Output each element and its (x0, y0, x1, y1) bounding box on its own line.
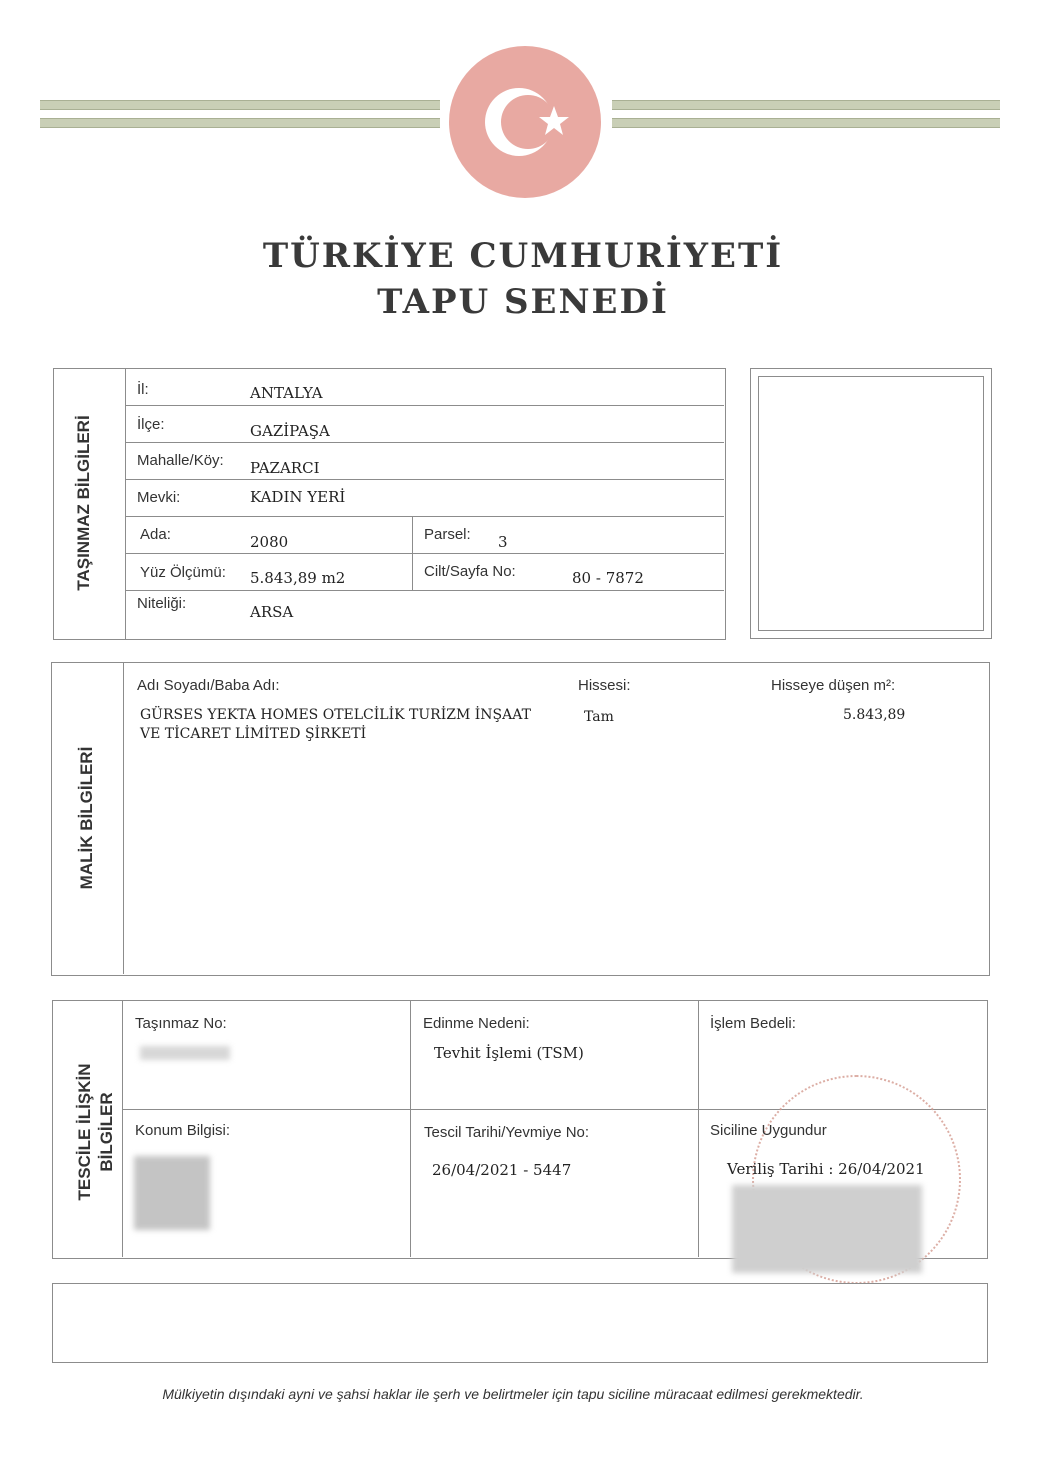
yuzolcumu-label: Yüz Ölçümü: (140, 564, 226, 581)
il-value: ANTALYA (250, 384, 323, 402)
edinme-nedeni-value: Tevhit İşlemi (TSM) (434, 1044, 584, 1062)
photo-box-inner (758, 376, 984, 631)
crescent-star-emblem (449, 46, 601, 198)
tescil-tarihi-value: 26/04/2021 - 5447 (432, 1161, 572, 1179)
row-divider (126, 516, 724, 517)
owner-name-line1: GÜRSES YEKTA HOMES OTELCİLİK TURİZM İNŞAAT (140, 707, 531, 723)
column-divider (698, 1000, 699, 1257)
parsel-value: 3 (498, 533, 508, 551)
konum-bilgisi-label: Konum Bilgisi: (135, 1122, 231, 1139)
ada-value: 2080 (250, 533, 289, 551)
property-section-heading: TAŞINMAZ BİLGİLERİ (74, 415, 93, 591)
ilce-label: İlçe: (137, 416, 165, 433)
row-divider (126, 590, 724, 591)
annotations-box (52, 1283, 988, 1363)
yuzolcumu-value: 5.843,89 m2 (250, 569, 346, 587)
edinme-nedeni-label: Edinme Nedeni: (423, 1015, 530, 1032)
registry-section-heading-line2: BİLGİLER (97, 1092, 116, 1172)
tasinmaz-no-label: Taşınmaz No: (135, 1015, 227, 1032)
niteligi-label: Niteliği: (137, 595, 187, 612)
column-divider (412, 516, 413, 590)
owner-area-value: 5.843,89 (843, 707, 906, 723)
owner-share-label: Hissesi: (578, 677, 631, 694)
row-divider (126, 405, 724, 406)
owner-area-label: Hisseye düşen m²: (771, 677, 896, 694)
mahalle-value: PAZARCI (250, 459, 320, 477)
ada-label: Ada: (140, 526, 171, 543)
owner-share-value: Tam (584, 709, 614, 725)
niteligi-value: ARSA (250, 603, 294, 621)
owner-name-label: Adı Soyadı/Baba Adı: (137, 677, 280, 694)
redacted-tasinmaz-no (140, 1046, 230, 1060)
owner-section-heading: MALİK BİLGİLERİ (77, 746, 96, 890)
column-divider (410, 1000, 411, 1257)
cilt-sayfa-label: Cilt/Sayfa No: (424, 563, 516, 580)
row-divider (126, 442, 724, 443)
mevki-label: Mevki: (137, 489, 181, 506)
header-band-left-bottom (40, 118, 440, 128)
parsel-label: Parsel: (424, 526, 471, 543)
verilis-tarihi-value: Veriliş Tarihi : 26/04/2021 (727, 1160, 925, 1178)
document-title-line2: TAPU SENEDİ (377, 282, 669, 322)
row-divider (126, 553, 724, 554)
document-title-line1: TÜRKİYE CUMHURİYETİ (262, 236, 784, 276)
tescil-tarihi-label: Tescil Tarihi/Yevmiye No: (424, 1124, 590, 1141)
cilt-sayfa-value: 80 - 7872 (572, 569, 644, 587)
header-band-right-top (612, 100, 1000, 110)
redacted-location-qr (134, 1156, 210, 1230)
il-label: İl: (137, 381, 149, 398)
footer-note: Mülkiyetin dışındaki ayni ve şahsi haklar ile şerh ve belirtmeler için tapu siciline müracaat edilmesi gerekmektedir. (162, 1386, 864, 1402)
mahalle-label: Mahalle/Köy: (137, 452, 224, 469)
islem-bedeli-label: İşlem Bedeli: (710, 1015, 796, 1032)
siciline-uygundur-label: Siciline Uygundur (710, 1122, 827, 1139)
owner-name-line2: VE TİCARET LİMİTED ŞİRKETİ (140, 726, 367, 742)
header-band-right-bottom (612, 118, 1000, 128)
ilce-value: GAZİPAŞA (250, 422, 330, 440)
redacted-signature (732, 1185, 922, 1273)
crescent-star-icon (449, 46, 601, 198)
mevki-value: KADIN YERİ (250, 488, 346, 506)
registry-section-heading-line1: TESCİLE İLİŞKİN (75, 1063, 94, 1201)
row-divider (126, 479, 724, 480)
header-band-left-top (40, 100, 440, 110)
